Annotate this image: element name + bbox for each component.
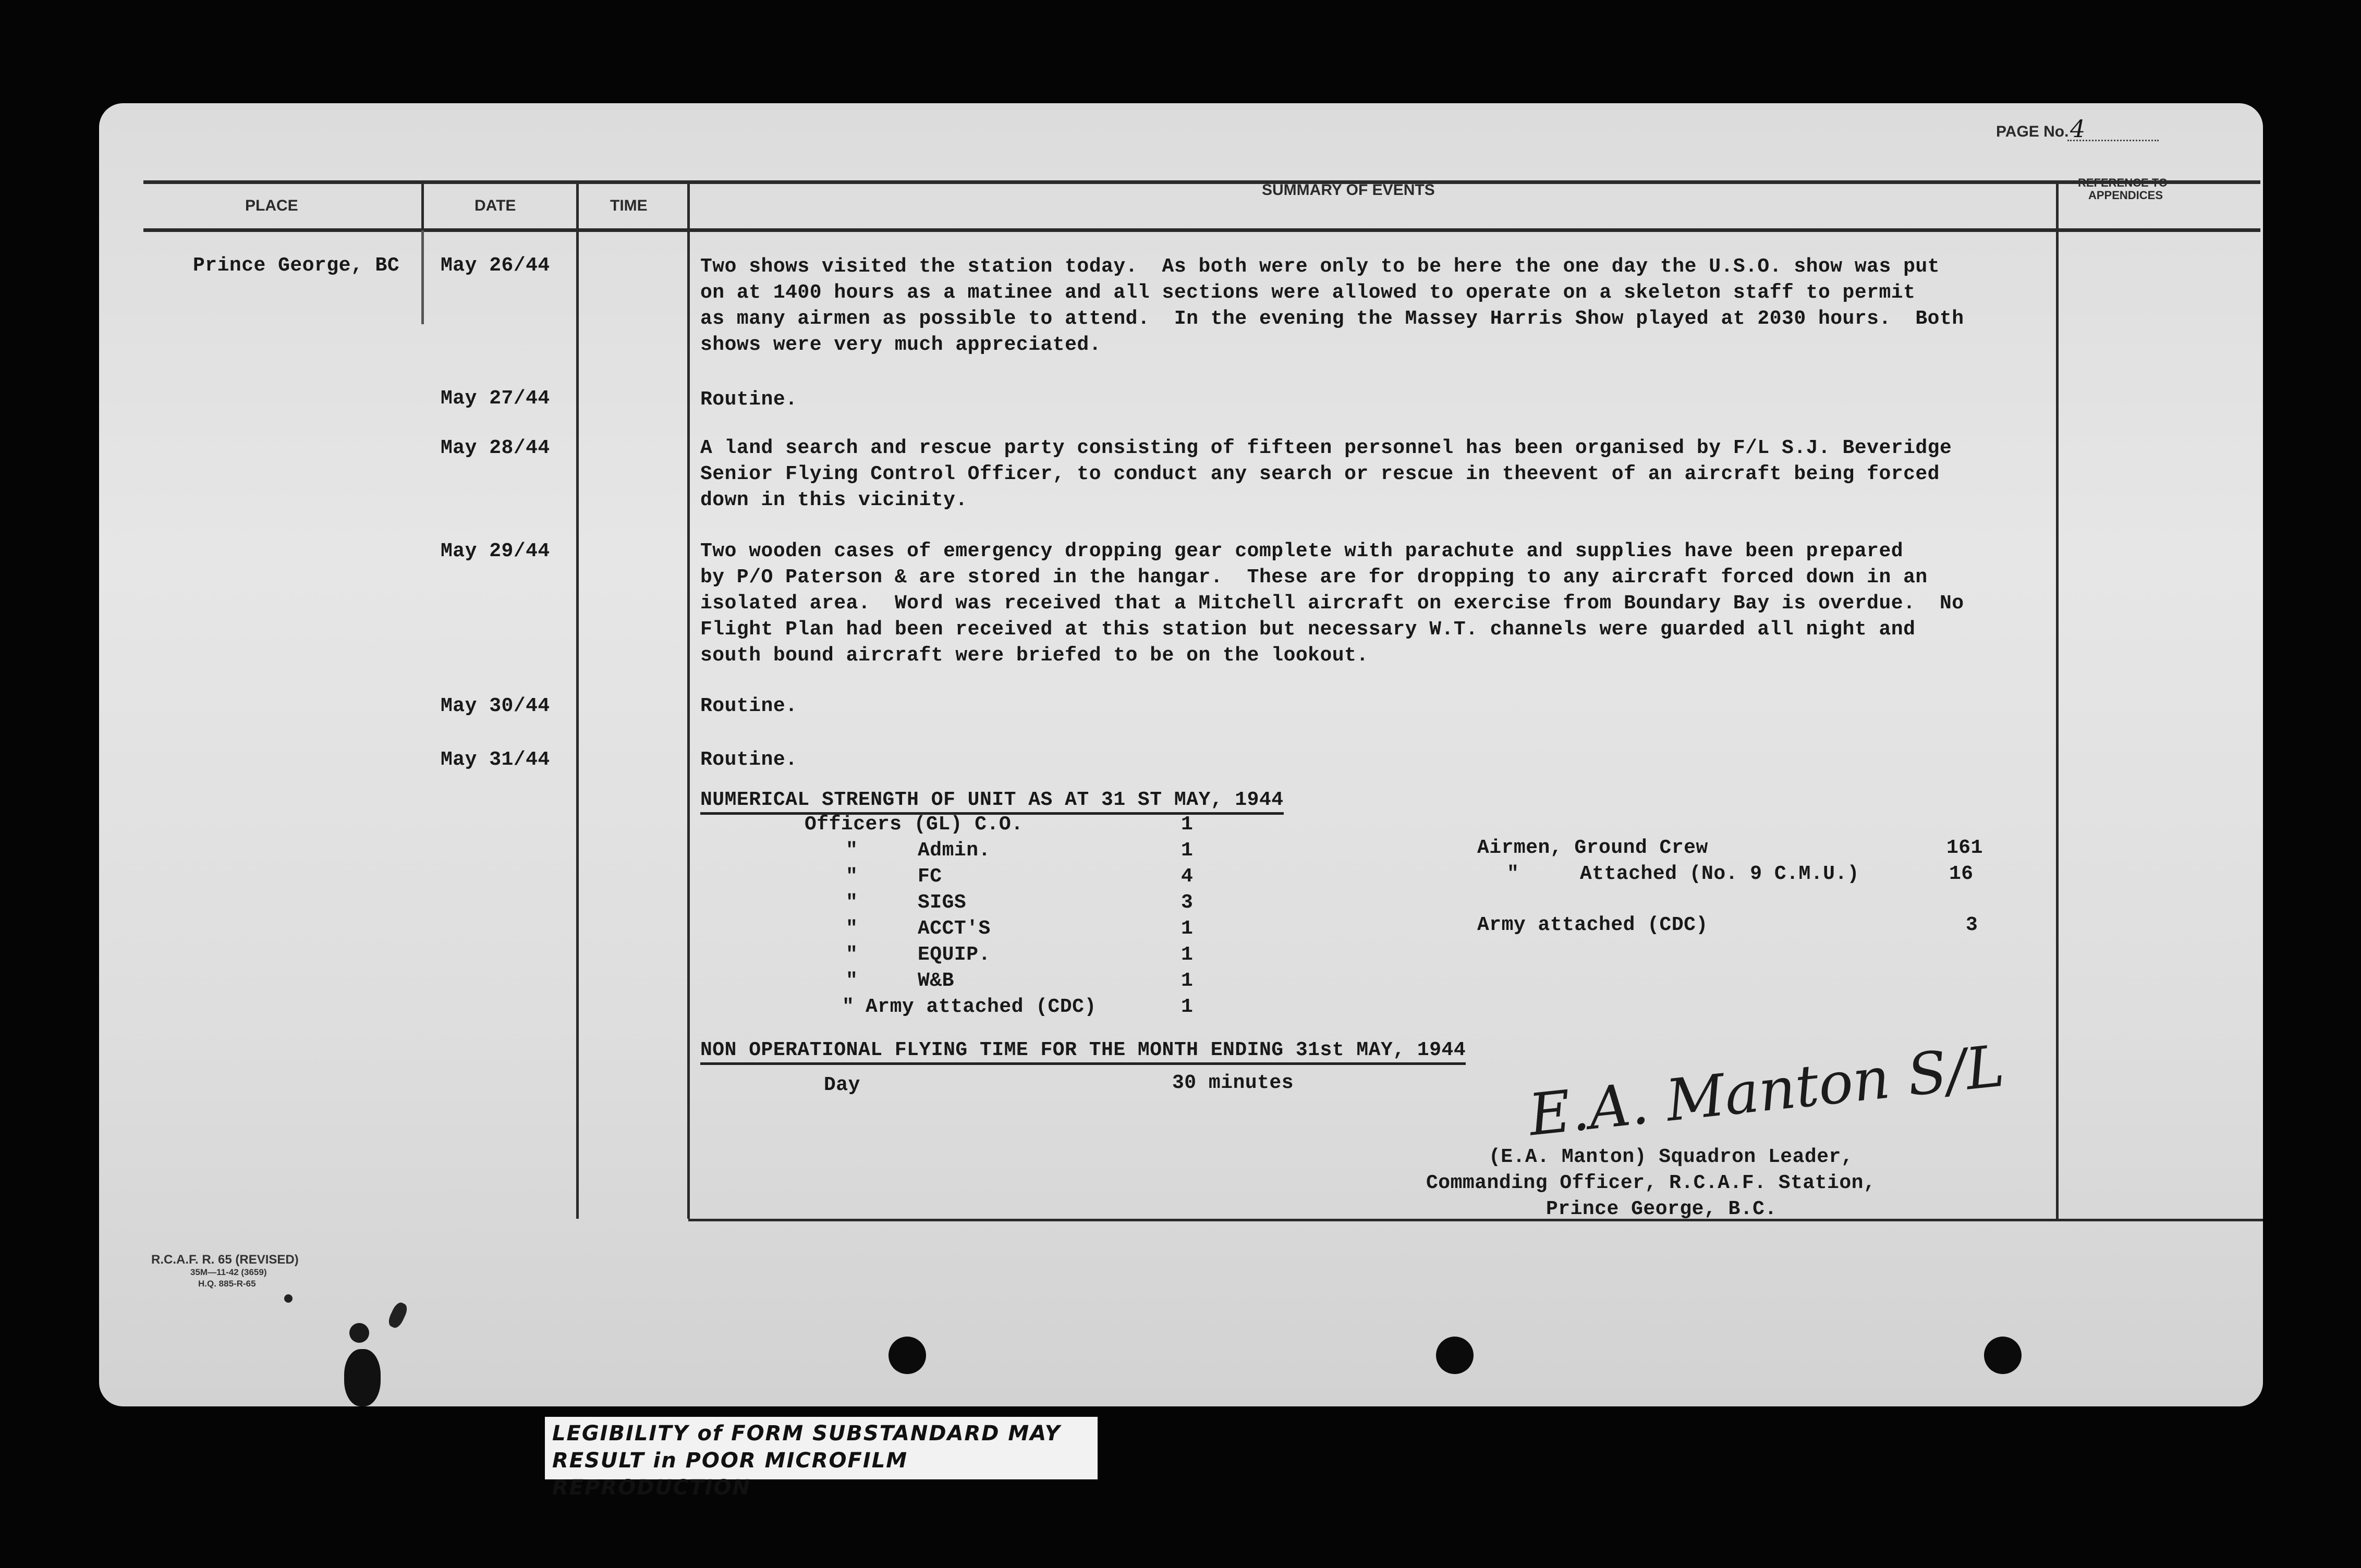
ink-blot <box>386 1301 410 1330</box>
microfilm-legibility-note <box>545 1417 1098 1500</box>
ditto-mark: " <box>846 917 858 940</box>
punch-hole <box>1984 1337 2022 1374</box>
summary-line: south bound aircraft were briefed to be on the lookout. <box>700 644 1369 667</box>
officer-row-value: 4 <box>1181 865 1194 888</box>
summary-line: on at 1400 hours as a matinee and all sections were allowed to operate on a skeleton staff to permit <box>700 281 1916 304</box>
column-header-date: DATE <box>474 197 516 214</box>
officer-row-label: ACCT'S <box>918 917 991 940</box>
summary-line: Routine. <box>700 388 798 411</box>
date-cell: May 30/44 <box>441 695 550 717</box>
summary-line: Two wooden cases of emergency dropping gear complete with parachute and supplies have been prepared <box>700 540 1904 562</box>
column-header-summary: SUMMARY OF EVENTS <box>1262 181 1435 199</box>
officer-row-label: Admin. <box>918 839 991 862</box>
column-header-appendices: APPENDICES <box>2088 189 2163 202</box>
officer-row-label: W&B <box>918 970 954 992</box>
punch-hole <box>1436 1337 1474 1374</box>
army-attached-value: 3 <box>1966 914 1978 936</box>
column-header-time: TIME <box>610 197 648 214</box>
handwritten-signature: E.A. Manton S/L <box>1525 1032 2007 1149</box>
summary-line: isolated area. Word was received that a Mitchell aircraft on exercise from Boundary Bay is overdue. No <box>700 592 1964 615</box>
ditto-mark: " <box>846 970 858 992</box>
attached-value: 16 <box>1949 863 1974 885</box>
body-bottom-rule <box>688 1219 2263 1221</box>
header-bottom-rule <box>143 228 2260 232</box>
date-time-divider <box>576 181 579 1219</box>
summary-line: Senior Flying Control Officer, to conduct any search or rescue in theevent of an aircraft being forced <box>700 463 1940 485</box>
officer-row-value: 1 <box>1181 944 1194 966</box>
officer-row-value: 1 <box>1181 996 1194 1018</box>
header-top-rule <box>143 180 2260 184</box>
page-number-value: 4 <box>2070 115 2086 143</box>
flying-day-value: 30 minutes <box>1172 1072 1294 1094</box>
summary-line: as many airmen as possible to attend. In the evening the Massey Harris Show played at 2030 hours. Both <box>700 308 1964 330</box>
summary-line: by P/O Paterson & are stored in the hangar. These are for dropping to any aircraft forced down in an <box>700 566 1928 589</box>
page-number-label: PAGE No. <box>1996 123 2069 140</box>
strength-heading: NUMERICAL STRENGTH OF UNIT AS AT 31 ST MAY, 1944 <box>700 789 1284 815</box>
officer-row-value: 1 <box>1181 970 1194 992</box>
note-line: RESULT in POOR MICROFILM REPRODUCTION <box>552 1449 908 1500</box>
print-code: 35M—11-42 (3659) <box>190 1267 267 1277</box>
officer-row-label: Army attached (CDC) <box>866 996 1097 1018</box>
note-line: LEGIBILITY of FORM SUBSTANDARD MAY <box>552 1422 1061 1446</box>
date-cell: May 26/44 <box>441 254 550 277</box>
officer-row-label: EQUIP. <box>918 944 991 966</box>
ditto-mark: " <box>846 839 858 862</box>
column-header-reference: REFERENCE TO <box>2078 176 2168 189</box>
print-code: H.Q. 885-R-65 <box>198 1279 256 1289</box>
summary-line: Routine. <box>700 749 798 771</box>
date-cell: May 29/44 <box>441 540 550 562</box>
officer-row-value: 3 <box>1181 891 1194 914</box>
airmen-value: 161 <box>1946 837 1983 859</box>
summary-line: Two shows visited the station today. As both were only to be here the one day the U.S.O. show was put <box>700 255 1940 278</box>
summary-reference-divider <box>2056 181 2059 1219</box>
place-date-divider-head <box>421 181 424 228</box>
officer-row-label: SIGS <box>918 891 967 914</box>
officers-label: Officers (GL) C.O. <box>805 813 1024 836</box>
summary-line: Routine. <box>700 695 798 717</box>
signature-place: Prince George, B.C. <box>1546 1198 1777 1220</box>
place-date-divider <box>421 230 424 324</box>
officers-value: 1 <box>1181 813 1194 836</box>
officer-row-label: FC <box>918 865 942 888</box>
flying-time-heading: NON OPERATIONAL FLYING TIME FOR THE MONTH ENDING 31st MAY, 1944 <box>700 1039 1466 1065</box>
ink-blot <box>284 1294 293 1303</box>
ditto-mark: " <box>846 891 858 914</box>
form-code: R.C.A.F. R. 65 (REVISED) <box>151 1253 299 1267</box>
date-cell: May 31/44 <box>441 749 550 771</box>
place-cell: Prince George, BC <box>193 254 400 277</box>
punch-hole <box>889 1337 926 1374</box>
ink-blot <box>344 1349 381 1406</box>
signature-name: (E.A. Manton) Squadron Leader, <box>1489 1146 1854 1168</box>
ditto-mark: " <box>846 944 858 966</box>
signature-title: Commanding Officer, R.C.A.F. Station, <box>1426 1172 1876 1194</box>
date-cell: May 27/44 <box>441 387 550 410</box>
officer-row-value: 1 <box>1181 917 1194 940</box>
ditto-mark: " <box>842 996 855 1018</box>
officer-row-value: 1 <box>1181 839 1194 862</box>
flying-day-label: Day <box>824 1074 860 1096</box>
attached-label: Attached (No. 9 C.M.U.) <box>1580 863 1859 885</box>
summary-line: Flight Plan had been received at this station but necessary W.T. channels were guarded all night and <box>700 618 1916 641</box>
summary-line: A land search and rescue party consisting of fifteen personnel has been organised by F/L S.J. Beveridge <box>700 437 1952 459</box>
date-cell: May 28/44 <box>441 437 550 459</box>
airmen-label: Airmen, Ground Crew <box>1477 837 1708 859</box>
time-summary-divider <box>687 181 690 1219</box>
diary-form-card <box>99 103 2263 1406</box>
army-attached-label: Army attached (CDC) <box>1477 914 1708 936</box>
column-header-place: PLACE <box>245 197 298 214</box>
ditto-mark: " <box>1507 863 1519 885</box>
summary-line: shows were very much appreciated. <box>700 334 1102 356</box>
page-number-underline <box>2067 140 2159 141</box>
ditto-mark: " <box>846 865 858 888</box>
summary-line: down in this vicinity. <box>700 489 968 511</box>
ink-blot <box>349 1323 369 1343</box>
